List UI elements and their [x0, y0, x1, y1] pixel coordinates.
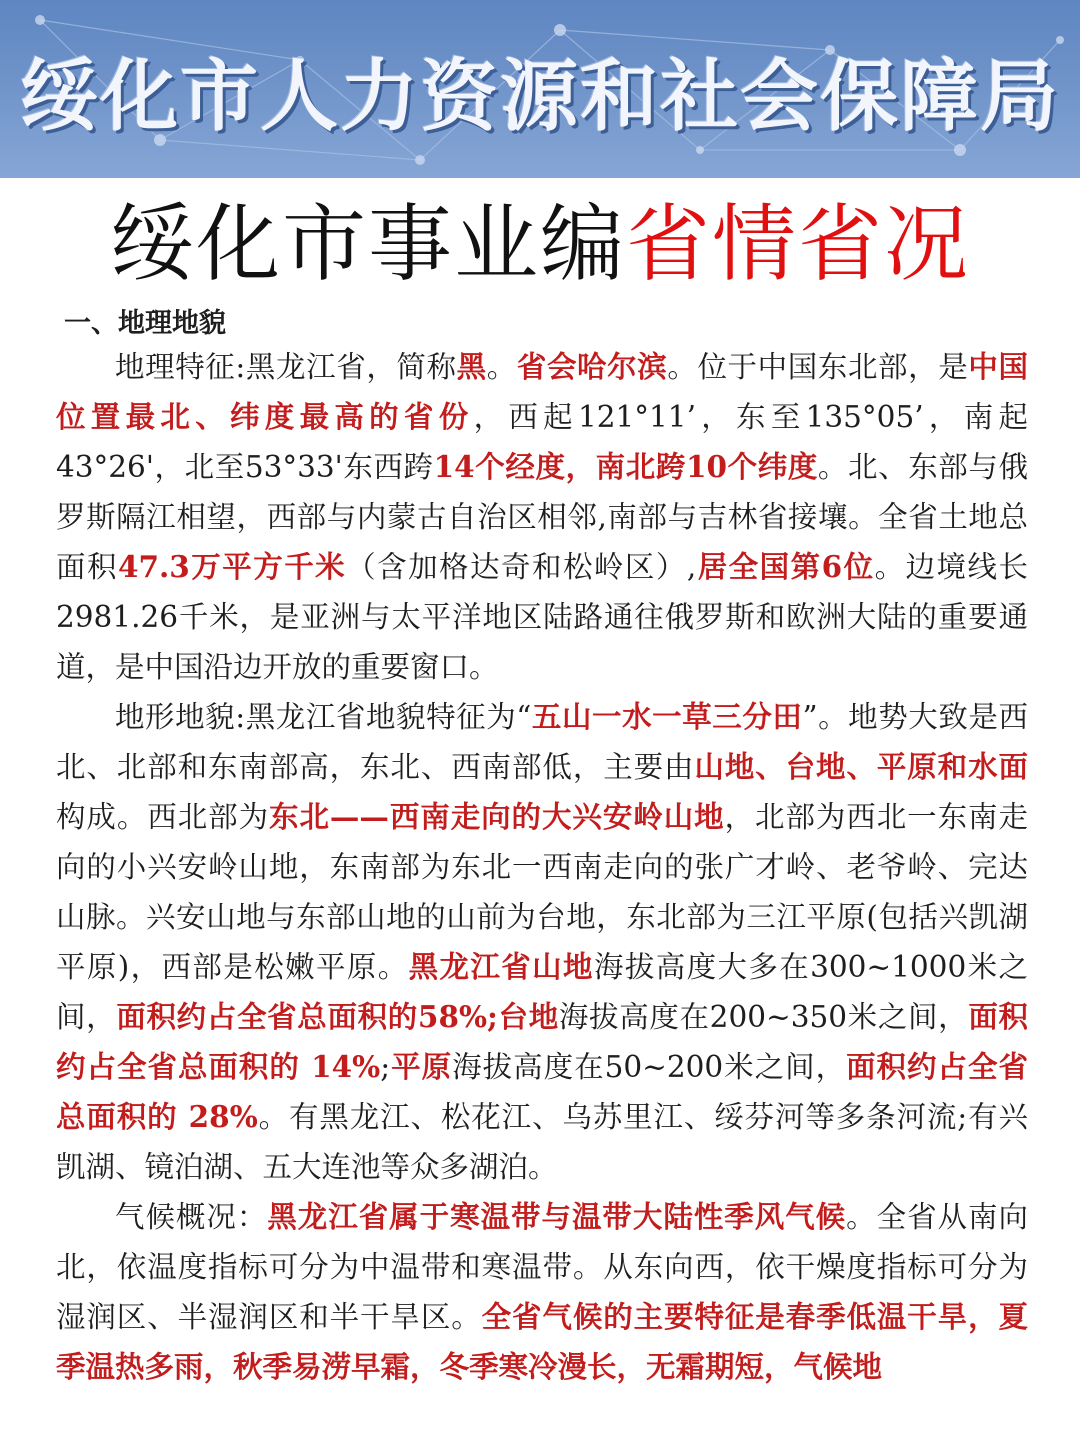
- highlight-text: 14个经度，南北跨10个纬度: [433, 449, 818, 484]
- text-segment: 构成。西北部为: [56, 800, 270, 834]
- section-heading: 一、地理地貌: [64, 308, 226, 339]
- text-segment: （含加格达奇和松岭区）,: [346, 550, 697, 584]
- highlight-text: 省会哈尔滨: [516, 349, 668, 384]
- page-title: [0, 195, 1080, 293]
- text-segment: ;: [380, 1050, 391, 1084]
- highlight-text: 山地、台地、平原和水面: [694, 749, 1028, 784]
- page-title-red: 省情省况: [626, 195, 971, 293]
- paragraph-geography: [56, 342, 1028, 692]
- highlight-text: 面积约占全省总面积的 28%: [56, 1049, 1028, 1134]
- article-body: [0, 306, 1080, 1392]
- header-banner: [0, 0, 1080, 178]
- highlight-text: 全省气候的主要特征是春季低温干旱，夏季温热多雨，秋季易涝早霜，冬季寒冷漫长，无霜期短，气候地: [56, 1299, 1028, 1384]
- text-segment: ，西起121°11’，东至135°05’，南起43°26'，北至53°33'东西跨: [56, 400, 1028, 484]
- text-segment: 海拔高度在200~350米之间，: [558, 1000, 969, 1034]
- highlight-text: 面积约占全省总面积的58%;台地: [116, 999, 559, 1034]
- text-segment: 地形地貌:黑龙江省地貌特征为“: [115, 700, 532, 734]
- page-title-black: 绥化市事业编: [109, 195, 626, 293]
- text-segment: 海拔高度大多在300~1000米之间，: [56, 950, 1028, 1034]
- text-segment: 。: [486, 350, 517, 384]
- text-segment: 。边境线长 2981.26千米，是亚洲与太平洋地区陆路通往俄罗斯和欧洲大陆的重要通道，是中国沿边开放的重要窗口。: [56, 550, 1028, 684]
- text-segment: 。位于中国东北部，是: [667, 350, 969, 384]
- paragraph-climate: [56, 1192, 1028, 1392]
- paragraph-terrain: [56, 692, 1028, 1192]
- highlight-text: 东北——西南走向的大兴安岭山地: [269, 799, 725, 834]
- highlight-text: 黑龙江省属于寒温带与温带大陆性季风气候: [267, 1199, 847, 1234]
- text-segment: 。北、东部与俄罗斯隔江相望，西部与内蒙古自治区相邻,南部与吉林省接壤。全省土地总面积: [56, 450, 1028, 584]
- highlight-text: 五山一水一草三分田: [531, 699, 803, 734]
- text-segment: ”。地势大致是西北、北部和东南部高，东北、西南部低，主要由: [56, 700, 1028, 784]
- highlight-text: 47.3万平方千米: [117, 549, 347, 584]
- text-segment: ，北部为西北一东南走向的小兴安岭山地，东南部为东北一西南走向的张广才岭、老爷岭、完达山脉。兴安山地与东部山地的山前为台地，东北部为三江平原(包括兴凯湖平原)，西部是松嫩平原。: [56, 800, 1028, 984]
- highlight-text: 平原: [390, 1049, 453, 1084]
- text-segment: 地理特征:黑龙江省，简称: [115, 350, 457, 384]
- text-segment: 气候概况：: [115, 1200, 268, 1234]
- highlight-text: 居全国第6位: [696, 549, 875, 584]
- highlight-text: 黑: [456, 349, 487, 384]
- highlight-text: 黑龙江省山地: [408, 949, 594, 984]
- highlight-text: 中国位置最北、纬度最高的省份: [56, 349, 1028, 434]
- banner-title: 绥化市人力资源和社会保障局: [19, 52, 1060, 142]
- text-segment: 海拔高度在50~200米之间，: [452, 1050, 847, 1084]
- text-segment: 。有黑龙江、松花江、乌苏里江、绥芬河等多条河流;有兴凯湖、镜泊湖、五大连池等众多湖泊。: [56, 1100, 1028, 1184]
- text-segment: 。全省从南向北，依温度指标可分为中温带和寒温带。从东向西，依干燥度指标可分为湿润区、半湿润区和半干旱区。: [56, 1200, 1028, 1334]
- highlight-text: 面积约占全省总面积的 14%: [56, 999, 1028, 1084]
